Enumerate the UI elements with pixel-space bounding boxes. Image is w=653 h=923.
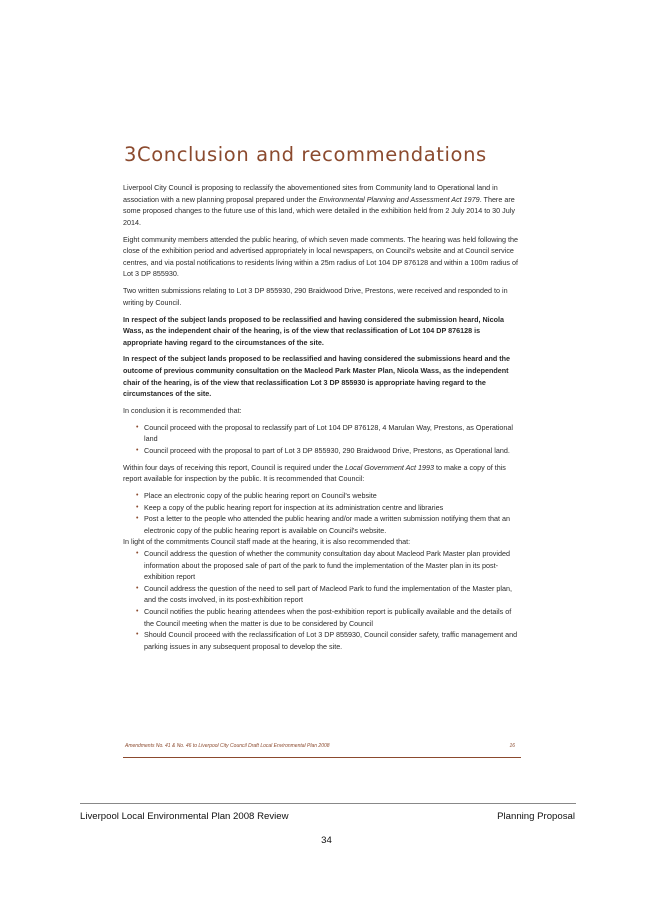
inner-footer-page-number: 16 [509,743,515,749]
bullet-icon: • [136,515,139,523]
paragraph: Liverpool City Council is proposing to reclassify the abovementioned sites from Community land to Operational land in association with a new planning proposal prepared under the Environmental Planning and Assessment Act 1979. There are some proposed changes to the future use of this land, which were detailed in the exhibition held from 2 July 2014 to 30 July 2014. [123,183,515,227]
page-number: 34 [321,835,332,846]
paragraph-bold: In respect of the subject lands proposed to be reclassified and having considered the submission heard, Nicola Wass, as the independent chair of the hearing, is of the view that reclassification of Lot 104 DP 876128 is appropriate having regard to the circumstances of the site. [123,314,505,347]
list-item: • Council address the question of whether the community consultation day about Macleod Park Master plan provided information about the proposed sale of part of the park to fund the implementation of the Master plan in its post-exhibition report [136,548,510,582]
bullet-icon: • [136,631,139,639]
paragraph: In conclusion it is recommended that: [123,406,242,416]
section-heading [124,143,487,166]
bullet-icon: • [136,491,139,499]
list-item: • Council proceed with the proposal to reclassify part of Lot 104 DP 876128, 4 Marulan Way, Prestons, as Operational land [136,422,514,444]
bullet-icon: • [136,447,139,454]
bullet-icon: • [136,549,139,557]
list-item: • Council proceed with the proposal to part of Lot 3 DP 855930, 290 Braidwood Drive, Prestons, as Operational land. [136,446,510,455]
paragraph-bold: In respect of the subject lands proposed to be reclassified and having considered the submissions heard and the outcome of previous community consultation on the Macleod Park Master Plan, Nicola Wass, as the independent chair of the hearing, is of the view that reclassification Lot 3 DP 855930 is appropriate having regard to the circumstances of the site. [123,354,511,399]
paragraph: Within four days of receiving this report, Council is required under the Local Government Act 1993 to make a copy of this report available for inspection by the public. It is recommended that Council: [123,462,506,484]
body-text [123,182,521,657]
list-item: • Council address the question of the need to sell part of Macleod Park to fund the implementation of the Master plan, and the costs involved, in its post-exhibition report [136,583,512,605]
list-item: • Place an electronic copy of the public hearing report on Council's website [136,490,377,500]
paragraph: Eight community members attended the public hearing, of which seven made comments. The hearing was held following the close of the exhibition period and advertised appropriately in local newspapers, on Council's website and at Council service centres, and via postal notifications to residents living within a 25m radius of Lot 104 DP 876128 and within a 100m radius of Lot 3 DP 855930. [123,234,519,279]
list-item: • Post a letter to the people who attended the public hearing and/or made a written submission notifying them that an electronic copy of the public hearing report is available on Council's website. [136,514,510,535]
paragraph: Two written submissions relating to Lot 3 DP 855930, 290 Braidwood Drive, Prestons, were received and responded to in writing by Council. [123,286,508,307]
footer-divider [80,803,576,804]
list-item: • Keep a copy of the public hearing report for inspection at its administration centre and libraries [136,502,444,512]
bullet-icon: • [136,607,139,615]
bullet-icon: • [136,423,139,431]
council-actions-list [123,490,521,536]
section-number: 3 [124,143,138,166]
bullet-icon: • [136,584,139,592]
footer-document-type: Planning Proposal [497,811,575,822]
recommendation-list [123,422,521,457]
paragraph: In light of the commitments Council staff made at the hearing, it is also recommended that: [123,537,411,547]
inner-footer-title: Amendments No. 41 & No. 46 to Liverpool City Council Draft Local Environmental Plan 2008 [125,743,330,749]
bullet-icon: • [136,503,139,511]
inner-page-footer [123,743,521,758]
commitments-list [123,548,521,652]
footer-document-title: Liverpool Local Environmental Plan 2008 Review [80,811,289,822]
list-item: • Council notifies the public hearing attendees when the post-exhibition report is publically available and the details of the Council meeting when the matter is due to be considered by Council [136,606,512,628]
section-title: Conclusion and recommendations [137,143,487,166]
list-item: • Should Council proceed with the reclassification of Lot 3 DP 855930, Council consider safety, traffic management and parking issues in any subsequent proposal to develop the site. [136,630,518,651]
